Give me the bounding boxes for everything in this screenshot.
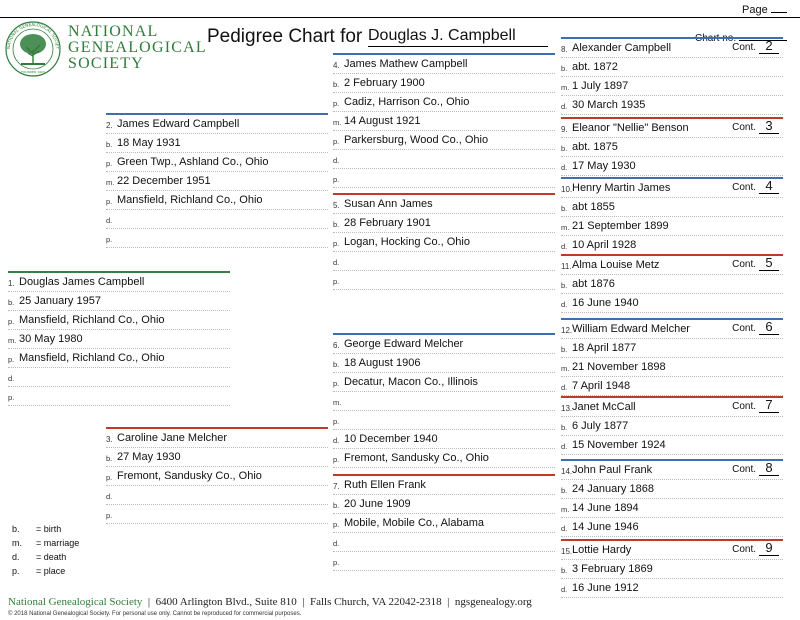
cont-label: Cont. xyxy=(732,401,756,412)
person-3-died-row[interactable] xyxy=(106,486,328,505)
prefix-b: b. xyxy=(561,204,568,213)
person-15-num: 15. xyxy=(561,547,573,556)
person-2-name: James Edward Campbell xyxy=(117,118,240,130)
prefix-p: p. xyxy=(333,175,340,184)
person-1-born-row[interactable] xyxy=(8,292,230,311)
person-6-born-row[interactable] xyxy=(333,354,555,373)
person-8-born-row[interactable] xyxy=(561,58,783,77)
person-8-married-row[interactable] xyxy=(561,77,783,96)
person-13-cont-number[interactable]: 7 xyxy=(759,398,779,413)
person-5-born-place-row[interactable] xyxy=(333,233,555,252)
person-10-name-row[interactable] xyxy=(561,179,783,198)
legend-key: m. xyxy=(12,538,22,548)
person-3-born-place: Fremont, Sandusky Co., Ohio xyxy=(117,470,262,482)
person-9-cont-number[interactable]: 3 xyxy=(759,119,779,134)
person-12-died-row[interactable] xyxy=(561,377,783,396)
prefix-p: p. xyxy=(106,235,113,244)
person-9-born-row[interactable] xyxy=(561,138,783,157)
person-8-name-row[interactable] xyxy=(561,39,783,58)
prefix-p: p. xyxy=(106,197,113,206)
person-4-name-row[interactable] xyxy=(333,55,555,74)
person-block-2 xyxy=(106,113,328,248)
person-6-born: 18 August 1906 xyxy=(344,357,421,369)
person-15-cont xyxy=(732,541,779,559)
person-7-born-place: Mobile, Mobile Co., Alabama xyxy=(344,517,485,529)
prefix-b: b. xyxy=(561,345,568,354)
person-block-7 xyxy=(333,474,555,571)
person-1-died-place-row[interactable] xyxy=(8,387,230,406)
prefix-b: b. xyxy=(561,423,568,432)
person-6-married-row[interactable] xyxy=(333,392,555,411)
person-12-cont-number[interactable]: 6 xyxy=(759,320,779,335)
person-5-born-row[interactable] xyxy=(333,214,555,233)
person-7-born-place-row[interactable] xyxy=(333,514,555,533)
person-7-born-row[interactable] xyxy=(333,495,555,514)
person-block-1 xyxy=(8,271,230,406)
person-11-cont-number[interactable]: 5 xyxy=(759,256,779,271)
prefix-m: m. xyxy=(333,398,342,407)
prefix-b: b. xyxy=(333,80,340,89)
person-14-married-row[interactable] xyxy=(561,499,783,518)
org-name xyxy=(68,24,207,72)
legend-text: = marriage xyxy=(36,538,80,548)
footer-address: 6400 Arlington Blvd., Suite 810 xyxy=(155,596,297,608)
person-14-died: 14 June 1946 xyxy=(572,521,639,533)
person-5-died-row[interactable] xyxy=(333,252,555,271)
legend-item xyxy=(12,536,79,550)
person-7-name: Ruth Ellen Frank xyxy=(344,479,426,491)
legend-text: = death xyxy=(36,552,67,562)
legend-key: p. xyxy=(12,566,20,576)
person-3-born-place-row[interactable] xyxy=(106,467,328,486)
person-11-cont xyxy=(732,256,779,274)
person-5-died-place-row[interactable] xyxy=(333,271,555,290)
prefix-m: m. xyxy=(333,118,342,127)
person-5-born: 28 February 1901 xyxy=(344,217,431,229)
person-9-name-row[interactable] xyxy=(561,119,783,138)
person-13-cont xyxy=(732,398,779,416)
prefix-p: p. xyxy=(333,520,340,529)
ngs-seal-logo xyxy=(4,20,62,78)
prefix-m: m. xyxy=(561,83,570,92)
person-12-born-row[interactable] xyxy=(561,339,783,358)
legend-key: d. xyxy=(12,552,20,562)
person-13-died: 15 November 1924 xyxy=(572,439,666,451)
person-block-14 xyxy=(561,459,783,537)
person-10-cont xyxy=(732,179,779,197)
person-15-born: 3 February 1869 xyxy=(572,563,653,575)
person-13-born-row[interactable] xyxy=(561,417,783,436)
prefix-d: d. xyxy=(561,442,568,451)
person-1-name-row[interactable] xyxy=(8,273,230,292)
chart-subject[interactable]: Douglas J. Campbell xyxy=(368,27,548,47)
person-block-10 xyxy=(561,177,783,255)
person-4-died-place-row[interactable] xyxy=(333,169,555,188)
prefix-p: p. xyxy=(333,379,340,388)
person-4-married-place-row[interactable] xyxy=(333,131,555,150)
person-14-cont xyxy=(732,461,779,479)
copyright-notice: © 2018 National Genealogical Society. For personal use only. Cannot be reproduced for commercial purposes. xyxy=(8,611,302,617)
person-14-name: John Paul Frank xyxy=(572,464,653,476)
legend-item xyxy=(12,522,79,536)
person-2-married: 22 December 1951 xyxy=(117,175,211,187)
person-11-born: abt 1876 xyxy=(572,278,615,290)
person-2-died-place-row[interactable] xyxy=(106,229,328,248)
person-4-born-row[interactable] xyxy=(333,74,555,93)
person-2-died-row[interactable] xyxy=(106,210,328,229)
person-6-died: 10 December 1940 xyxy=(344,433,438,445)
person-10-born: abt 1855 xyxy=(572,201,615,213)
org-name-line3: SOCIETY xyxy=(68,55,144,72)
person-13-name: Janet McCall xyxy=(572,401,636,413)
legend-item xyxy=(12,550,79,564)
person-5-name-row[interactable] xyxy=(333,195,555,214)
person-6-died-place-row[interactable] xyxy=(333,449,555,468)
person-14-born-row[interactable] xyxy=(561,480,783,499)
prefix-p: p. xyxy=(333,455,340,464)
cont-label: Cont. xyxy=(732,544,756,555)
person-1-num: 1. xyxy=(8,279,15,288)
person-1-married-place-row[interactable] xyxy=(8,349,230,368)
person-6-name-row[interactable] xyxy=(333,335,555,354)
person-block-6 xyxy=(333,333,555,468)
prefix-p: p. xyxy=(333,239,340,248)
person-8-name: Alexander Campbell xyxy=(572,42,672,54)
prefix-p: p. xyxy=(106,473,113,482)
prefix-m: m. xyxy=(561,505,570,514)
prefix-d: d. xyxy=(561,242,568,251)
person-9-died: 17 May 1930 xyxy=(572,160,636,172)
person-3-name: Caroline Jane Melcher xyxy=(117,432,228,444)
person-12-cont xyxy=(732,320,779,338)
person-2-married-row[interactable] xyxy=(106,172,328,191)
person-7-born: 20 June 1909 xyxy=(344,498,411,510)
person-6-married-place-row[interactable] xyxy=(333,411,555,430)
person-9-cont xyxy=(732,119,779,137)
prefix-b: b. xyxy=(561,486,568,495)
person-12-born: 18 April 1877 xyxy=(572,342,637,354)
prefix-m: m. xyxy=(8,336,17,345)
seal-year: FOUNDED 1903 xyxy=(21,70,45,74)
person-2-married-place-row[interactable] xyxy=(106,191,328,210)
person-14-died-row[interactable] xyxy=(561,518,783,537)
prefix-d: d. xyxy=(561,524,568,533)
chart-title: Pedigree Chart for xyxy=(207,26,363,47)
person-4-born-place-row[interactable] xyxy=(333,93,555,112)
person-1-name: Douglas James Campbell xyxy=(19,276,145,288)
person-9-name: Eleanor "Nellie" Benson xyxy=(572,122,689,134)
page-number-field[interactable] xyxy=(771,2,787,13)
person-6-num: 6. xyxy=(333,341,340,350)
footer-city: Falls Church, VA 22042-2318 xyxy=(310,596,442,608)
prefix-b: b. xyxy=(333,220,340,229)
prefix-d: d. xyxy=(333,258,340,267)
person-5-num: 5. xyxy=(333,201,340,210)
prefix-d: d. xyxy=(561,102,568,111)
legend-text: = birth xyxy=(36,524,62,534)
person-14-name-row[interactable] xyxy=(561,461,783,480)
cont-label: Cont. xyxy=(732,259,756,270)
person-4-died-row[interactable] xyxy=(333,150,555,169)
prefix-b: b. xyxy=(106,454,113,463)
prefix-b: b. xyxy=(561,64,568,73)
person-1-married: 30 May 1980 xyxy=(19,333,83,345)
top-rule xyxy=(0,17,800,18)
prefix-b: b. xyxy=(333,501,340,510)
org-name-line2: GENEALOGICAL xyxy=(68,39,207,56)
person-3-num: 3. xyxy=(106,435,113,444)
person-block-11 xyxy=(561,254,783,313)
person-1-born: 25 January 1957 xyxy=(19,295,101,307)
person-11-num: 11. xyxy=(561,262,572,271)
person-6-died-place: Fremont, Sandusky Co., Ohio xyxy=(344,452,489,464)
legend-key: b. xyxy=(12,524,20,534)
prefix-p: p. xyxy=(333,137,340,146)
person-12-num: 12. xyxy=(561,326,573,335)
person-11-died-row[interactable] xyxy=(561,294,783,313)
prefix-p: p. xyxy=(333,99,340,108)
prefix-b: b. xyxy=(561,281,568,290)
person-8-num: 8. xyxy=(561,45,568,54)
person-block-13 xyxy=(561,396,783,455)
person-10-num: 10. xyxy=(561,185,573,194)
prefix-b: b. xyxy=(8,298,15,307)
cont-label: Cont. xyxy=(732,42,756,53)
prefix-p: p. xyxy=(8,317,15,326)
person-10-died: 10 April 1928 xyxy=(572,239,637,251)
person-13-born: 6 July 1877 xyxy=(572,420,629,432)
person-15-cont-number[interactable]: 9 xyxy=(759,541,779,556)
person-block-9 xyxy=(561,117,783,176)
person-8-died: 30 March 1935 xyxy=(572,99,646,111)
cont-label: Cont. xyxy=(732,323,756,334)
page-label-text: Page xyxy=(742,4,768,16)
prefix-m: m. xyxy=(561,364,570,373)
person-block-3 xyxy=(106,427,328,524)
person-12-married-row[interactable] xyxy=(561,358,783,377)
person-4-born: 2 February 1900 xyxy=(344,77,425,89)
person-12-married: 21 November 1898 xyxy=(572,361,666,373)
person-block-4 xyxy=(333,53,555,188)
prefix-p: p. xyxy=(333,277,340,286)
person-10-died-row[interactable] xyxy=(561,236,783,255)
person-7-name-row[interactable] xyxy=(333,476,555,495)
person-block-12 xyxy=(561,318,783,396)
person-14-born: 24 January 1868 xyxy=(572,483,654,495)
footer-org: National Genealogical Society xyxy=(8,596,143,608)
prefix-m: m. xyxy=(561,223,570,232)
person-12-name-row[interactable] xyxy=(561,320,783,339)
prefix-p: p. xyxy=(106,159,113,168)
person-10-married: 21 September 1899 xyxy=(572,220,669,232)
person-3-name-row[interactable] xyxy=(106,429,328,448)
person-8-born: abt. 1872 xyxy=(572,61,618,73)
person-10-cont-number[interactable]: 4 xyxy=(759,179,779,194)
prefix-d: d. xyxy=(561,585,568,594)
cont-label: Cont. xyxy=(732,464,756,475)
person-1-born-place: Mansfield, Richland Co., Ohio xyxy=(19,314,165,326)
person-13-num: 13. xyxy=(561,404,573,413)
person-15-name: Lottie Hardy xyxy=(572,544,632,556)
person-4-married: 14 August 1921 xyxy=(344,115,421,127)
prefix-d: d. xyxy=(333,539,340,548)
prefix-d: d. xyxy=(561,383,568,392)
person-4-num: 4. xyxy=(333,61,340,70)
person-2-married-place: Mansfield, Richland Co., Ohio xyxy=(117,194,263,206)
person-13-name-row[interactable] xyxy=(561,398,783,417)
person-4-name: James Mathew Campbell xyxy=(344,58,468,70)
person-6-died-row[interactable] xyxy=(333,430,555,449)
person-10-name: Henry Martin James xyxy=(572,182,671,194)
person-2-born-place: Green Twp., Ashland Co., Ohio xyxy=(117,156,269,168)
prefix-b: b. xyxy=(333,360,340,369)
person-11-name-row[interactable] xyxy=(561,256,783,275)
prefix-d: d. xyxy=(8,374,15,383)
person-1-married-row[interactable] xyxy=(8,330,230,349)
person-2-born-row[interactable] xyxy=(106,134,328,153)
person-15-name-row[interactable] xyxy=(561,541,783,560)
person-10-born-row[interactable] xyxy=(561,198,783,217)
person-6-name: George Edward Melcher xyxy=(344,338,464,350)
person-3-died-place-row[interactable] xyxy=(106,505,328,524)
person-7-died-row[interactable] xyxy=(333,533,555,552)
person-3-born-row[interactable] xyxy=(106,448,328,467)
prefix-b: b. xyxy=(561,144,568,153)
person-1-died-row[interactable] xyxy=(8,368,230,387)
person-15-died-row[interactable] xyxy=(561,579,783,598)
person-14-cont-number[interactable]: 8 xyxy=(759,461,779,476)
cont-label: Cont. xyxy=(732,122,756,133)
person-15-born-row[interactable] xyxy=(561,560,783,579)
person-4-married-place: Parkersburg, Wood Co., Ohio xyxy=(344,134,489,146)
person-13-died-row[interactable] xyxy=(561,436,783,455)
person-14-num: 14. xyxy=(561,467,573,476)
prefix-d: d. xyxy=(333,436,340,445)
person-11-born-row[interactable] xyxy=(561,275,783,294)
prefix-p: p. xyxy=(8,355,15,364)
person-block-8 xyxy=(561,37,783,115)
footer: National Genealogical Society | 6400 Arlington Blvd., Suite 810 | Falls Church, VA 22042-2318 | ngsgenealogy.org xyxy=(8,596,532,608)
person-2-num: 2. xyxy=(106,121,113,130)
prefix-d: d. xyxy=(561,163,568,172)
prefix-b: b. xyxy=(106,140,113,149)
person-5-born-place: Logan, Hocking Co., Ohio xyxy=(344,236,470,248)
prefix-p: p. xyxy=(106,511,113,520)
person-6-born-place-row[interactable] xyxy=(333,373,555,392)
person-7-died-place-row[interactable] xyxy=(333,552,555,571)
prefix-d: d. xyxy=(106,492,113,501)
person-8-married: 1 July 1897 xyxy=(572,80,629,92)
person-10-married-row[interactable] xyxy=(561,217,783,236)
prefix-p: p. xyxy=(333,417,340,426)
seal-text: NATIONAL GENEALOGICAL SOCIET xyxy=(5,21,61,50)
person-8-cont xyxy=(732,39,779,57)
org-name-line1: NATIONAL xyxy=(68,23,159,40)
prefix-b: b. xyxy=(561,566,568,575)
prefix-p: p. xyxy=(333,558,340,567)
person-7-num: 7. xyxy=(333,482,340,491)
person-8-cont-number[interactable]: 2 xyxy=(759,39,779,54)
person-4-born-place: Cadiz, Harrison Co., Ohio xyxy=(344,96,470,108)
prefix-d: d. xyxy=(106,216,113,225)
person-8-died-row[interactable] xyxy=(561,96,783,115)
person-1-married-place: Mansfield, Richland Co., Ohio xyxy=(19,352,165,364)
prefix-p: p. xyxy=(8,393,15,402)
person-14-married: 14 June 1894 xyxy=(572,502,639,514)
person-3-born: 27 May 1930 xyxy=(117,451,181,463)
cont-label: Cont. xyxy=(732,182,756,193)
person-2-born: 18 May 1931 xyxy=(117,137,181,149)
person-5-name: Susan Ann James xyxy=(344,198,433,210)
person-6-born-place: Decatur, Macon Co., Illinois xyxy=(344,376,478,388)
legend-item xyxy=(12,564,79,578)
person-2-born-place-row[interactable] xyxy=(106,153,328,172)
footer-website-link[interactable]: ngsgenealogy.org xyxy=(454,596,532,608)
person-12-name: William Edward Melcher xyxy=(572,323,690,335)
person-11-died: 16 June 1940 xyxy=(572,297,639,309)
person-block-15 xyxy=(561,539,783,598)
person-9-num: 9. xyxy=(561,125,568,134)
legend-text: = place xyxy=(36,566,66,576)
abbreviation-legend xyxy=(12,522,79,578)
person-block-5 xyxy=(333,193,555,290)
prefix-d: d. xyxy=(561,300,568,309)
prefix-m: m. xyxy=(106,178,115,187)
person-9-died-row[interactable] xyxy=(561,157,783,176)
person-12-died: 7 April 1948 xyxy=(572,380,631,392)
person-11-name: Alma Louise Metz xyxy=(572,259,660,271)
person-2-name-row[interactable] xyxy=(106,115,328,134)
person-4-married-row[interactable] xyxy=(333,112,555,131)
page-label xyxy=(742,2,787,16)
person-1-born-place-row[interactable] xyxy=(8,311,230,330)
prefix-d: d. xyxy=(333,156,340,165)
person-9-born: abt. 1875 xyxy=(572,141,618,153)
person-15-died: 16 June 1912 xyxy=(572,582,639,594)
